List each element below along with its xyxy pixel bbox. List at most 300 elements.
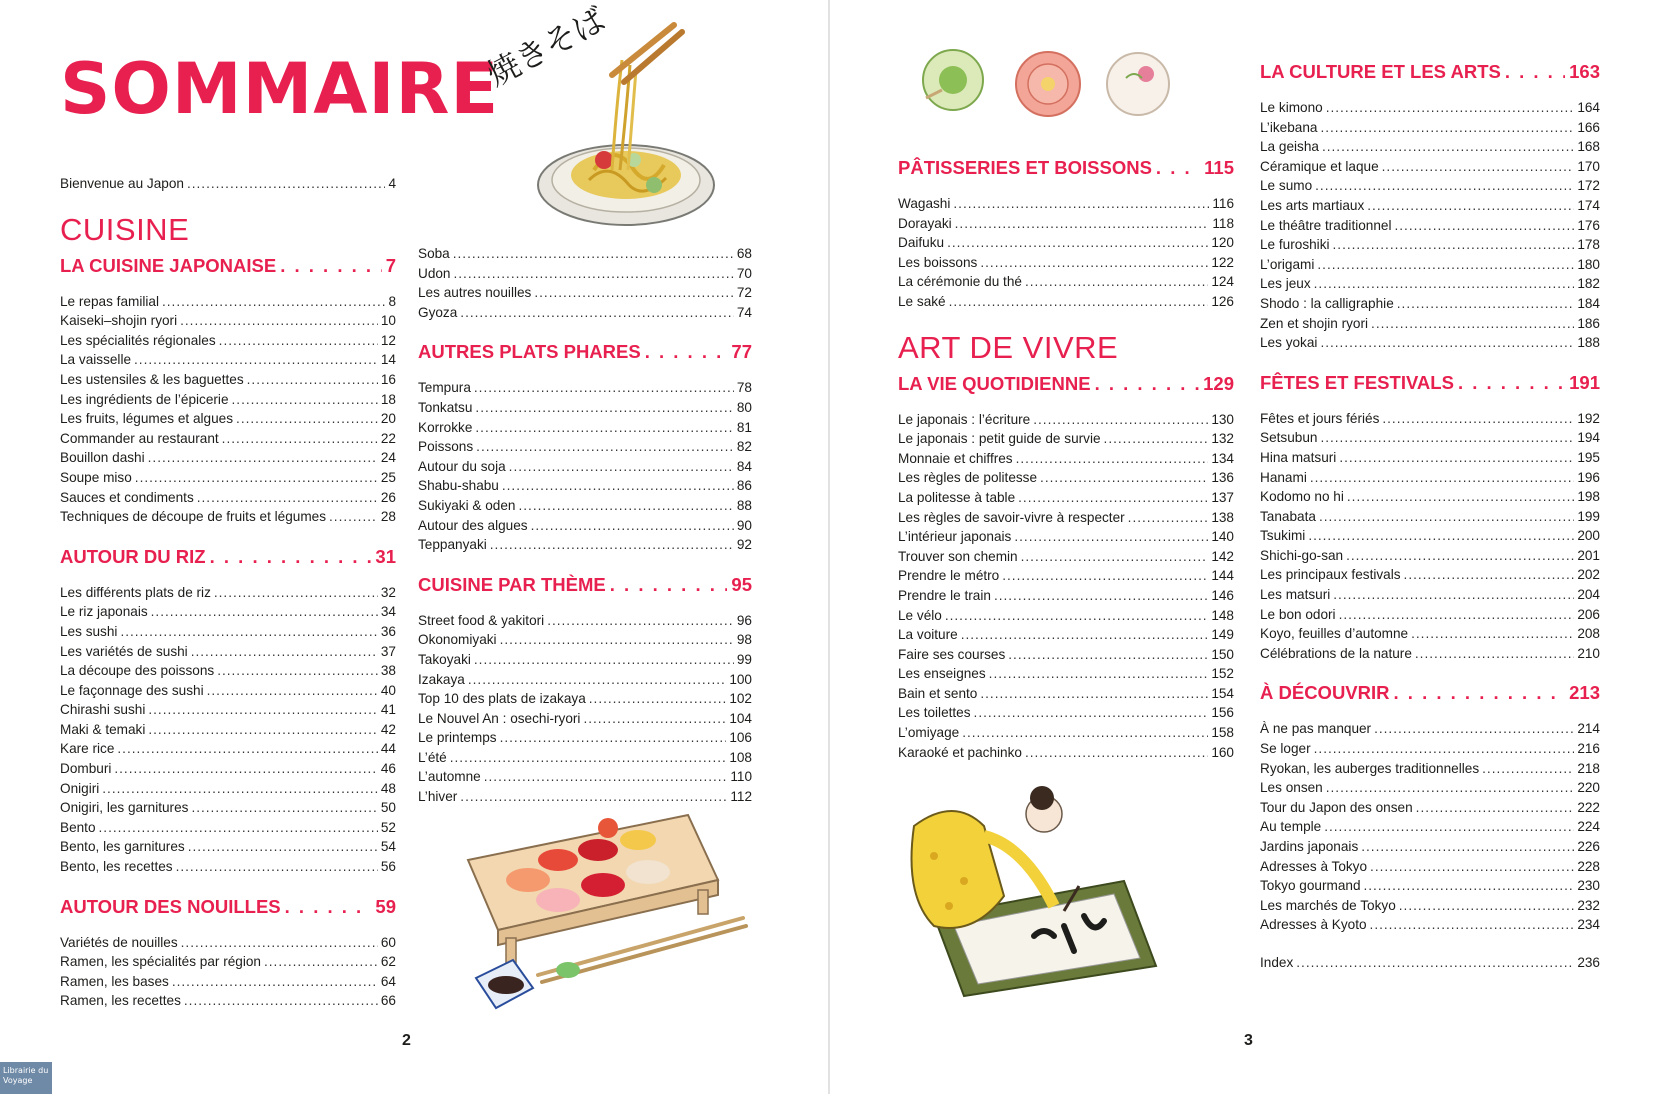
toc-entry-title: Bento, les recettes (60, 859, 173, 875)
toc-entry[interactable] (898, 723, 1234, 743)
toc-entry[interactable] (898, 253, 1234, 273)
section-heading[interactable] (418, 573, 752, 597)
toc-entry-title: Les ustensiles & les baguettes (60, 371, 244, 387)
toc-entry-page: 84 (736, 458, 752, 474)
leader-dots (1033, 410, 1208, 430)
leader-dots (1104, 429, 1209, 449)
leader-dots (135, 468, 378, 488)
leader-dots (1326, 98, 1575, 118)
leader-dots (1346, 546, 1574, 566)
toc-entry[interactable] (1260, 585, 1600, 605)
leader-dots (1415, 644, 1574, 664)
leader-dots (222, 429, 378, 449)
toc-entry-page: 226 (1577, 839, 1600, 854)
toc-entry-page: 72 (736, 285, 752, 301)
toc-entry[interactable] (60, 779, 396, 799)
toc-entry[interactable] (898, 703, 1234, 723)
leader-dots (474, 378, 734, 398)
toc-entry[interactable] (1260, 876, 1600, 896)
toc-entry-title: Takoyaki (418, 651, 471, 667)
leader-dots (197, 488, 378, 508)
leader-dots (1095, 372, 1200, 396)
leader-dots (114, 759, 378, 779)
leader-dots (1382, 157, 1575, 177)
toc-entry-page: 214 (1577, 721, 1600, 737)
toc-entry[interactable] (418, 670, 752, 690)
toc-entry-title: La découpe des poissons (60, 663, 215, 679)
toc-entry[interactable] (418, 630, 752, 650)
toc-entry-title: Le bon odori (1260, 606, 1336, 622)
toc-entry[interactable] (1260, 953, 1600, 973)
toc-entry-title: Zen et shojin ryori (1260, 315, 1369, 331)
toc-entry[interactable] (898, 488, 1234, 508)
toc-entry[interactable] (60, 311, 396, 331)
toc-entry[interactable] (1260, 565, 1600, 585)
toc-entry[interactable] (60, 507, 396, 527)
leader-dots (1016, 449, 1209, 469)
leader-dots (534, 283, 734, 303)
col2-sections (418, 340, 752, 806)
toc-entry[interactable] (898, 684, 1234, 704)
leader-dots (1156, 156, 1200, 180)
toc-entry-title: Kodomo no hi (1260, 489, 1344, 505)
section-heading-page: 213 (1569, 682, 1600, 704)
toc-section (1260, 60, 1600, 353)
toc-entry[interactable] (60, 759, 396, 779)
toc-entry-page: 196 (1577, 469, 1600, 485)
leader-dots (947, 233, 1208, 253)
leader-dots (547, 611, 734, 631)
toc-entry[interactable] (418, 378, 752, 398)
toc-entry-page: 120 (1211, 235, 1234, 251)
toc-entry-title: L’automne (418, 769, 481, 785)
intro-list (60, 174, 396, 194)
toc-entry-title: Le théâtre traditionnel (1260, 217, 1392, 233)
col3a-sections (898, 156, 1234, 312)
toc-entry-page: 8 (388, 293, 396, 309)
leader-dots (1404, 565, 1575, 585)
toc-entry[interactable] (1260, 118, 1600, 138)
toc-entry[interactable] (1260, 314, 1600, 334)
toc-entry[interactable] (60, 622, 396, 642)
toc-entry-page: 112 (730, 789, 752, 805)
toc-entry-page: 138 (1211, 509, 1234, 525)
toc-entry-page: 124 (1211, 274, 1234, 290)
section-heading[interactable] (60, 545, 396, 569)
toc-entry[interactable] (60, 837, 396, 857)
toc-entry[interactable] (60, 488, 396, 508)
toc-section (898, 156, 1234, 312)
section-entries (898, 410, 1234, 763)
leader-dots (1040, 468, 1208, 488)
toc-entry[interactable] (898, 449, 1234, 469)
toc-entry-title: Les onsen (1260, 780, 1323, 796)
toc-entry-title: Adresses à Tokyo (1260, 858, 1368, 874)
toc-entry[interactable] (898, 547, 1234, 567)
toc-entry[interactable] (898, 606, 1234, 626)
toc-entry-title: Tsukimi (1260, 528, 1306, 544)
toc-entry-title: Autour du soja (418, 458, 506, 474)
leader-dots (980, 684, 1208, 704)
toc-entry[interactable] (60, 350, 396, 370)
toc-entry-page: 182 (1577, 276, 1600, 292)
toc-entry[interactable] (898, 508, 1234, 528)
toc-entry[interactable] (418, 244, 752, 264)
col1-sections (60, 254, 396, 1011)
section-heading[interactable] (1260, 681, 1600, 705)
toc-entry[interactable] (1260, 837, 1600, 857)
toc-entry-title: Teppanyaki (418, 537, 487, 553)
toc-entry[interactable] (1260, 817, 1600, 837)
toc-entry-title: L’ikebana (1260, 119, 1318, 135)
toc-entry[interactable] (60, 448, 396, 468)
toc-entry-page: 216 (1577, 741, 1600, 757)
toc-entry[interactable] (898, 410, 1234, 430)
toc-entry[interactable] (898, 527, 1234, 547)
leader-dots (474, 650, 734, 670)
toc-entry-title: Les variétés de sushi (60, 643, 188, 659)
sushi-illustration (458, 810, 758, 1020)
toc-entry[interactable] (898, 468, 1234, 488)
toc-entry[interactable] (60, 602, 396, 622)
toc-section (418, 573, 752, 807)
toc-entry[interactable] (60, 331, 396, 351)
toc-entry[interactable] (418, 437, 752, 457)
toc-entry-title: Shichi-go-san (1260, 547, 1344, 563)
toc-entry[interactable] (418, 418, 752, 438)
toc-entry[interactable] (1260, 487, 1600, 507)
toc-entry-title: Tonkatsu (418, 399, 473, 415)
toc-entry[interactable] (1260, 196, 1600, 216)
section-heading[interactable] (60, 254, 396, 278)
section-heading-page: 77 (731, 341, 752, 363)
toc-entry-page: 74 (736, 304, 752, 320)
toc-entry[interactable] (60, 739, 396, 759)
toc-entry[interactable] (1260, 624, 1600, 644)
toc-entry-title: Le riz japonais (60, 604, 148, 620)
leader-dots (468, 670, 726, 690)
section-heading[interactable] (898, 372, 1234, 396)
toc-entry-page: 154 (1211, 685, 1234, 701)
toc-entry-page: 24 (380, 450, 396, 466)
toc-entry-page: 37 (380, 643, 396, 659)
toc-entry-page: 12 (380, 332, 396, 348)
toc-entry[interactable] (1260, 274, 1600, 294)
toc-entry-title: Les marchés de Tokyo (1260, 897, 1396, 913)
toc-entry-page: 232 (1577, 897, 1600, 913)
toc-entry[interactable] (60, 370, 396, 390)
toc-entry-title: Izakaya (418, 671, 465, 687)
toc-entry-title: Le kimono (1260, 100, 1323, 115)
toc-entry[interactable] (60, 429, 396, 449)
toc-entry[interactable] (1260, 739, 1600, 759)
toc-column-1 (60, 174, 396, 1029)
leader-dots (1333, 585, 1574, 605)
section-heading[interactable] (898, 156, 1234, 180)
section-heading[interactable] (1260, 371, 1600, 395)
toc-entry[interactable] (1260, 507, 1600, 527)
toc-entry[interactable] (898, 586, 1234, 606)
toc-entry[interactable] (1260, 468, 1600, 488)
toc-entry[interactable] (1260, 409, 1600, 429)
toc-entry-title: Tour du Japon des onsen (1260, 799, 1413, 815)
toc-entry-title: Dorayaki (898, 215, 952, 231)
toc-entry[interactable] (418, 398, 752, 418)
toc-entry[interactable] (60, 991, 396, 1011)
toc-entry-page: 126 (1211, 293, 1234, 309)
leader-dots (120, 622, 377, 642)
leader-dots (219, 331, 378, 351)
toc-entry[interactable] (1260, 333, 1600, 353)
toc-entry-title: Karaoké et pachinko (898, 744, 1022, 760)
toc-entry-page: 16 (380, 371, 396, 387)
toc-entry[interactable] (418, 787, 752, 807)
leader-dots (1310, 468, 1574, 488)
noodles-continued-list (418, 244, 752, 322)
leader-dots (945, 606, 1208, 626)
toc-entry-title: Kare rice (60, 741, 115, 757)
toc-section (898, 372, 1234, 763)
toc-entry-title: Soupe miso (60, 469, 132, 485)
toc-entry[interactable] (418, 303, 752, 323)
toc-entry-title: Commander au restaurant (60, 430, 219, 446)
toc-entry[interactable] (898, 645, 1234, 665)
toc-entry[interactable] (1260, 176, 1600, 196)
toc-entry[interactable] (898, 214, 1234, 234)
index-list (1260, 953, 1600, 973)
toc-entry-title: Top 10 des plats de izakaya (418, 691, 586, 707)
toc-entry[interactable] (1260, 255, 1600, 275)
toc-entry-page: 46 (380, 761, 396, 777)
toc-entry-title: Wagashi (898, 196, 951, 211)
toc-entry-page: 142 (1211, 548, 1234, 564)
toc-entry-page: 106 (729, 730, 752, 746)
page-title: SOMMAIRE (60, 48, 500, 130)
toc-entry[interactable] (60, 798, 396, 818)
toc-entry[interactable] (418, 611, 752, 631)
toc-entry[interactable] (60, 661, 396, 681)
toc-entry[interactable] (898, 566, 1234, 586)
toc-entry[interactable] (898, 194, 1234, 214)
leader-dots (232, 390, 378, 410)
toc-entry-page: 38 (380, 663, 396, 679)
section-heading[interactable] (60, 895, 396, 919)
toc-entry[interactable] (1260, 644, 1600, 664)
toc-section (1260, 371, 1600, 664)
leader-dots (490, 535, 734, 555)
toc-entry[interactable] (60, 700, 396, 720)
toc-entry[interactable] (898, 429, 1234, 449)
toc-entry-title: Daifuku (898, 235, 945, 251)
toc-entry[interactable] (418, 516, 752, 536)
leader-dots (1370, 915, 1575, 935)
toc-entry-title: Se loger (1260, 741, 1311, 757)
toc-entry-page: 202 (1577, 567, 1600, 583)
toc-entry[interactable] (1260, 605, 1600, 625)
leader-dots (502, 476, 734, 496)
toc-entry-title: La politesse à table (898, 489, 1016, 505)
toc-entry-title: Prendre le train (898, 587, 991, 603)
toc-entry-page: 100 (729, 671, 752, 687)
toc-entry[interactable] (418, 283, 752, 303)
calligraphy-illustration (894, 786, 1164, 1006)
toc-entry[interactable] (418, 748, 752, 768)
toc-entry-page: 158 (1211, 725, 1234, 741)
toc-entry-title: Kaiseki–shojin ryori (60, 313, 178, 329)
toc-entry-page: 130 (1211, 411, 1234, 427)
toc-entry[interactable] (418, 476, 752, 496)
toc-entry[interactable] (1260, 915, 1600, 935)
leader-dots (961, 625, 1209, 645)
toc-entry[interactable] (418, 264, 752, 284)
toc-entry[interactable] (1260, 235, 1600, 255)
toc-entry-title: L’omiyage (898, 725, 960, 741)
toc-entry[interactable] (1260, 759, 1600, 779)
toc-entry-page: 68 (736, 246, 752, 261)
toc-entry-title: L’hiver (418, 789, 458, 805)
leader-dots (484, 767, 728, 787)
toc-entry[interactable] (60, 583, 396, 603)
section-entries (418, 378, 752, 554)
toc-entry-page: 90 (736, 517, 752, 533)
toc-entry-title: Célébrations de la nature (1260, 645, 1412, 661)
toc-entry-page: 140 (1211, 529, 1234, 545)
toc-entry-page: 200 (1577, 528, 1600, 544)
toc-entry-page: 180 (1577, 256, 1600, 272)
leader-dots (1326, 778, 1575, 798)
leader-dots (1394, 681, 1566, 705)
leader-dots (162, 292, 385, 312)
toc-entry-page: 188 (1577, 335, 1600, 351)
toc-entry-title: Okonomiyaki (418, 632, 497, 648)
toc-entry[interactable] (418, 728, 752, 748)
toc-entry[interactable] (60, 642, 396, 662)
leader-dots (589, 689, 727, 709)
toc-entry-page: 102 (729, 691, 752, 707)
section-heading[interactable] (418, 340, 752, 364)
leader-dots (1014, 527, 1208, 547)
section-heading-page: 115 (1204, 157, 1234, 178)
toc-entry[interactable] (1260, 157, 1600, 177)
toc-entry[interactable] (418, 689, 752, 709)
toc-entry[interactable] (1260, 798, 1600, 818)
leader-dots (1416, 798, 1575, 818)
section-heading-page: 31 (375, 545, 396, 567)
section-heading[interactable] (1260, 60, 1600, 84)
toc-entry[interactable] (898, 664, 1234, 684)
toc-entry[interactable] (418, 535, 752, 555)
toc-entry[interactable] (418, 496, 752, 516)
leader-dots (214, 583, 378, 603)
toc-entry-page: 80 (736, 399, 752, 415)
toc-entry-title: Adresses à Kyoto (1260, 917, 1367, 933)
watermark-text: Librairie du Voyage (3, 1066, 49, 1085)
toc-entry-title: Bouillon dashi (60, 450, 145, 466)
toc-entry[interactable] (60, 857, 396, 877)
toc-entry[interactable] (1260, 428, 1600, 448)
leader-dots (1411, 624, 1574, 644)
leader-dots (236, 409, 378, 429)
leader-dots (1317, 255, 1574, 275)
toc-entry[interactable] (1260, 216, 1600, 236)
toc-entry[interactable] (60, 933, 396, 953)
leader-dots (1320, 428, 1574, 448)
toc-entry[interactable] (1260, 448, 1600, 468)
toc-entry-title: Céramique et laque (1260, 158, 1379, 174)
toc-entry[interactable] (898, 272, 1234, 292)
toc-entry[interactable] (1260, 778, 1600, 798)
leader-dots (453, 244, 734, 264)
toc-entry-title: Tokyo gourmand (1260, 878, 1361, 894)
toc-entry[interactable] (898, 743, 1234, 763)
toc-entry-page: 56 (380, 859, 396, 875)
toc-entry-page: 228 (1577, 858, 1600, 874)
toc-entry[interactable] (418, 767, 752, 787)
toc-entry[interactable] (60, 952, 396, 972)
yakisoba-illustration (534, 20, 720, 240)
toc-entry[interactable] (418, 457, 752, 477)
toc-entry[interactable] (1260, 896, 1600, 916)
page-number-right: 3 (1244, 1032, 1253, 1049)
toc-entry[interactable] (898, 625, 1234, 645)
toc-entry-page: 18 (380, 391, 396, 407)
toc-entry-title: Bain et sento (898, 685, 978, 701)
toc-entry-page: 98 (736, 632, 752, 648)
toc-entry-page: 110 (730, 769, 752, 785)
toc-entry-title: Techniques de découpe de fruits et légumes (60, 509, 327, 525)
section-entries (60, 292, 396, 527)
toc-entry[interactable] (1260, 857, 1600, 877)
toc-entry[interactable] (60, 681, 396, 701)
toc-entry-title: Les règles de savoir-vivre à respecter (898, 509, 1125, 525)
leader-dots (1021, 547, 1209, 567)
toc-entry[interactable] (60, 390, 396, 410)
toc-entry-page: 174 (1577, 197, 1600, 213)
section-heading-page: 163 (1569, 61, 1600, 82)
toc-entry-title: Index (1260, 954, 1294, 970)
toc-entry-title: Bienvenue au Japon (60, 176, 184, 191)
toc-entry[interactable] (418, 650, 752, 670)
toc-entry[interactable] (418, 709, 752, 729)
toc-entry[interactable] (60, 468, 396, 488)
section-entries (60, 583, 396, 877)
toc-entry[interactable] (1260, 719, 1600, 739)
toc-entry-page: 92 (736, 537, 752, 553)
toc-entry[interactable] (60, 720, 396, 740)
toc-entry-page: 144 (1211, 568, 1234, 584)
toc-column-4 (1260, 60, 1600, 973)
toc-entry[interactable] (60, 409, 396, 429)
toc-entry[interactable] (60, 174, 396, 194)
toc-entry-page: 136 (1211, 470, 1234, 486)
toc-entry-page: 70 (736, 265, 752, 281)
toc-entry-title: Faire ses courses (898, 646, 1006, 662)
leader-dots (610, 573, 728, 597)
toc-entry-title: Fêtes et jours fériés (1260, 410, 1380, 426)
toc-entry[interactable] (60, 292, 396, 312)
toc-entry[interactable] (1260, 137, 1600, 157)
toc-entry-title: Autour des algues (418, 517, 528, 533)
toc-entry-page: 48 (380, 780, 396, 796)
toc-entry[interactable] (898, 292, 1234, 312)
toc-entry[interactable] (1260, 546, 1600, 566)
toc-entry[interactable] (60, 818, 396, 838)
toc-entry[interactable] (60, 972, 396, 992)
toc-entry[interactable] (898, 233, 1234, 253)
toc-entry[interactable] (1260, 526, 1600, 546)
toc-entry[interactable] (1260, 294, 1600, 314)
toc-entry[interactable] (1260, 98, 1600, 118)
